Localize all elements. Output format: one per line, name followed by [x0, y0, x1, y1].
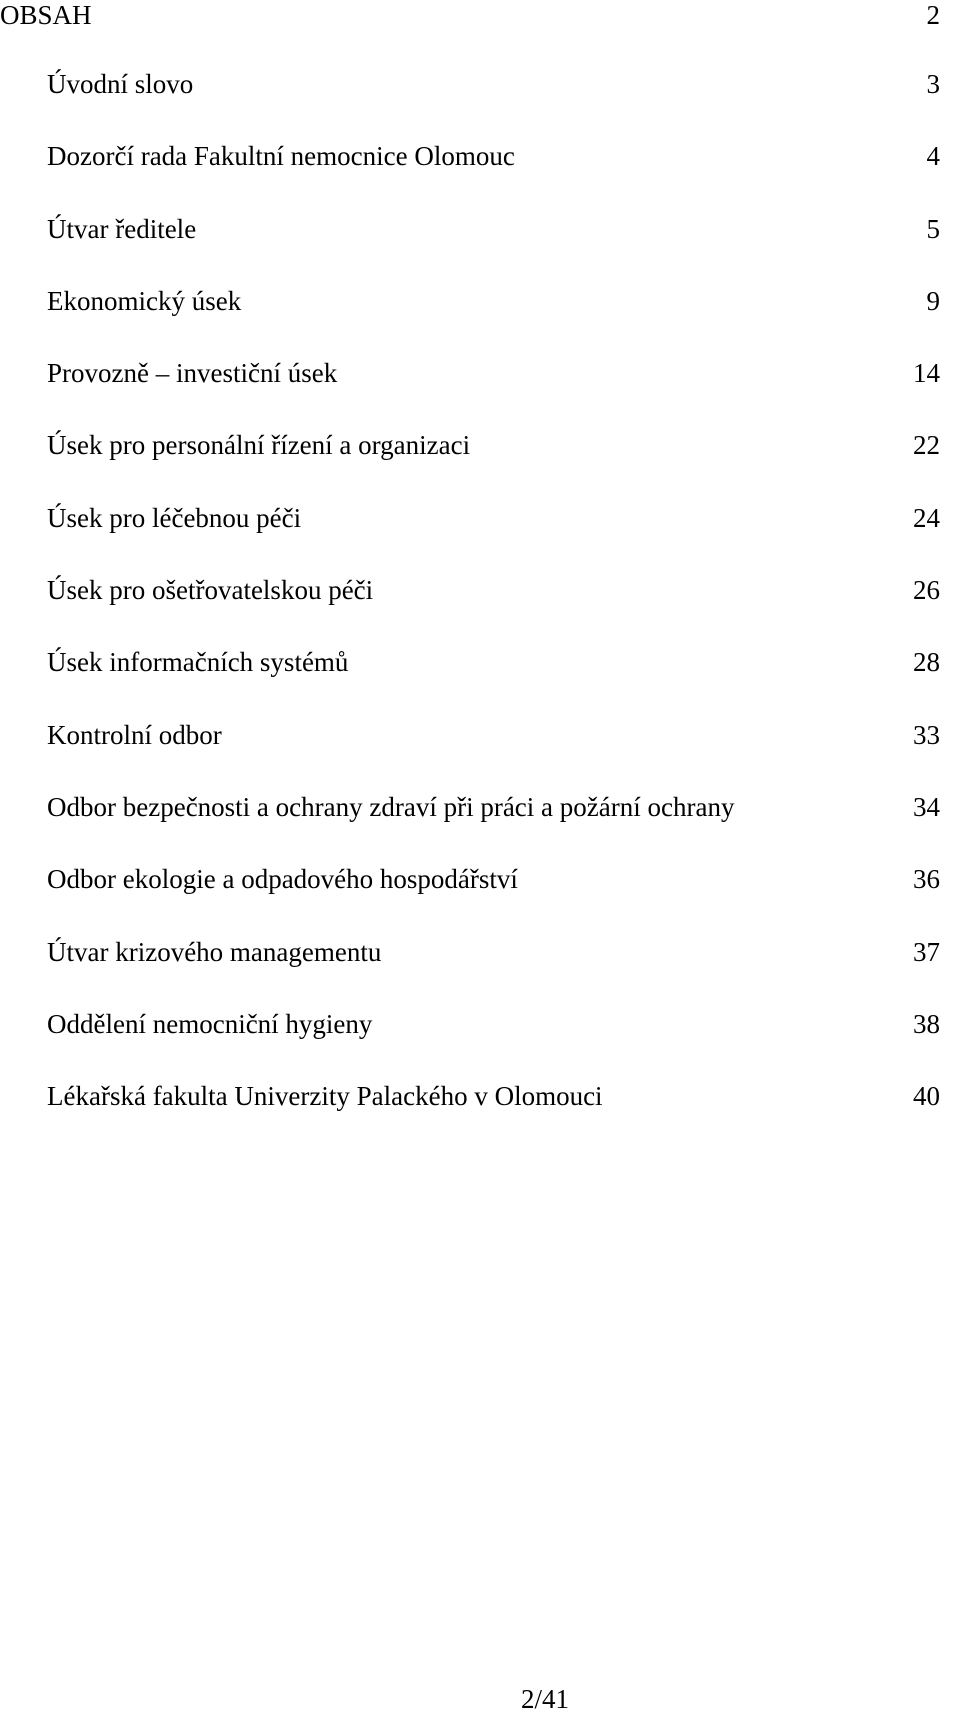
toc-entry-page-number: 4: [926, 141, 940, 172]
toc-entry-krizovy-management[interactable]: [47, 936, 940, 1008]
toc-entry-page-number: 38: [913, 1008, 940, 1039]
toc-entry-title: Úsek pro ošetřovatelskou péči: [47, 575, 374, 606]
toc-entry-page-number: 33: [913, 719, 940, 750]
toc-heading-title: OBSAH: [0, 0, 92, 30]
table-of-contents: [47, 68, 940, 1152]
toc-entry-title: Útvar ředitele: [47, 213, 197, 244]
toc-entry-provozne-investicni-usek[interactable]: [47, 357, 940, 429]
toc-entry-page-number: 9: [926, 285, 940, 316]
toc-entry-kontrolni-odbor[interactable]: [47, 719, 940, 791]
toc-heading: [0, 0, 940, 30]
toc-entry-title: Úsek informačních systémů: [47, 647, 349, 678]
toc-entry-page-number: 28: [913, 647, 940, 678]
toc-entry-title: Provozně – investiční úsek: [47, 358, 338, 389]
toc-entry-title: Úsek pro léčebnou péči: [47, 502, 302, 533]
toc-entry-page-number: 37: [913, 936, 940, 967]
toc-entry-title: Odbor ekologie a odpadového hospodářství: [47, 864, 518, 895]
toc-entry-page-number: 34: [913, 791, 940, 822]
toc-entry-personalni-rizeni[interactable]: [47, 429, 940, 501]
toc-entry-nemocnicni-hygiena[interactable]: [47, 1008, 940, 1080]
toc-entry-page-number: 5: [926, 213, 940, 244]
toc-entry-page-number: 22: [913, 430, 940, 461]
toc-heading-page-number: 2: [926, 0, 940, 30]
toc-entry-title: Útvar krizového managementu: [47, 936, 382, 967]
toc-entry-ekonomicky-usek[interactable]: [47, 285, 940, 357]
toc-entry-title: Odbor bezpečnosti a ochrany zdraví při práci a požární ochrany: [47, 791, 735, 822]
toc-entry-title: Kontrolní odbor: [47, 719, 222, 750]
toc-entry-bozp-po[interactable]: [47, 791, 940, 863]
toc-entry-title: Úvodní slovo: [47, 69, 194, 99]
toc-entry-title: Oddělení nemocniční hygieny: [47, 1008, 373, 1039]
toc-entry-uvodni-slovo[interactable]: [47, 68, 940, 140]
toc-entry-osetrovatelska-pece[interactable]: [47, 574, 940, 646]
toc-entry-title: Ekonomický úsek: [47, 285, 242, 316]
toc-entry-informacni-systemy[interactable]: [47, 646, 940, 718]
toc-entry-dozorci-rada[interactable]: [47, 140, 940, 212]
toc-entry-odbor-ekologie[interactable]: [47, 863, 940, 935]
toc-entry-page-number: 26: [913, 575, 940, 606]
toc-entry-page-number: 40: [913, 1081, 940, 1112]
toc-entry-utvar-reditele[interactable]: [47, 213, 940, 285]
toc-entry-page-number: 24: [913, 502, 940, 533]
toc-entry-title: Úsek pro personální řízení a organizaci: [47, 430, 471, 461]
toc-entry-lecebna-pece[interactable]: [47, 502, 940, 574]
toc-entry-page-number: 36: [913, 864, 940, 895]
toc-entry-title: Lékařská fakulta Univerzity Palackého v Olomouci: [47, 1081, 603, 1112]
toc-entry-lekarska-fakulta[interactable]: [47, 1080, 940, 1152]
page-number-footer: 2/41: [520, 1684, 569, 1714]
toc-entry-page-number: 3: [926, 69, 940, 99]
toc-entry-page-number: 14: [913, 358, 940, 389]
toc-entry-title: Dozorčí rada Fakultní nemocnice Olomouc: [47, 141, 515, 172]
